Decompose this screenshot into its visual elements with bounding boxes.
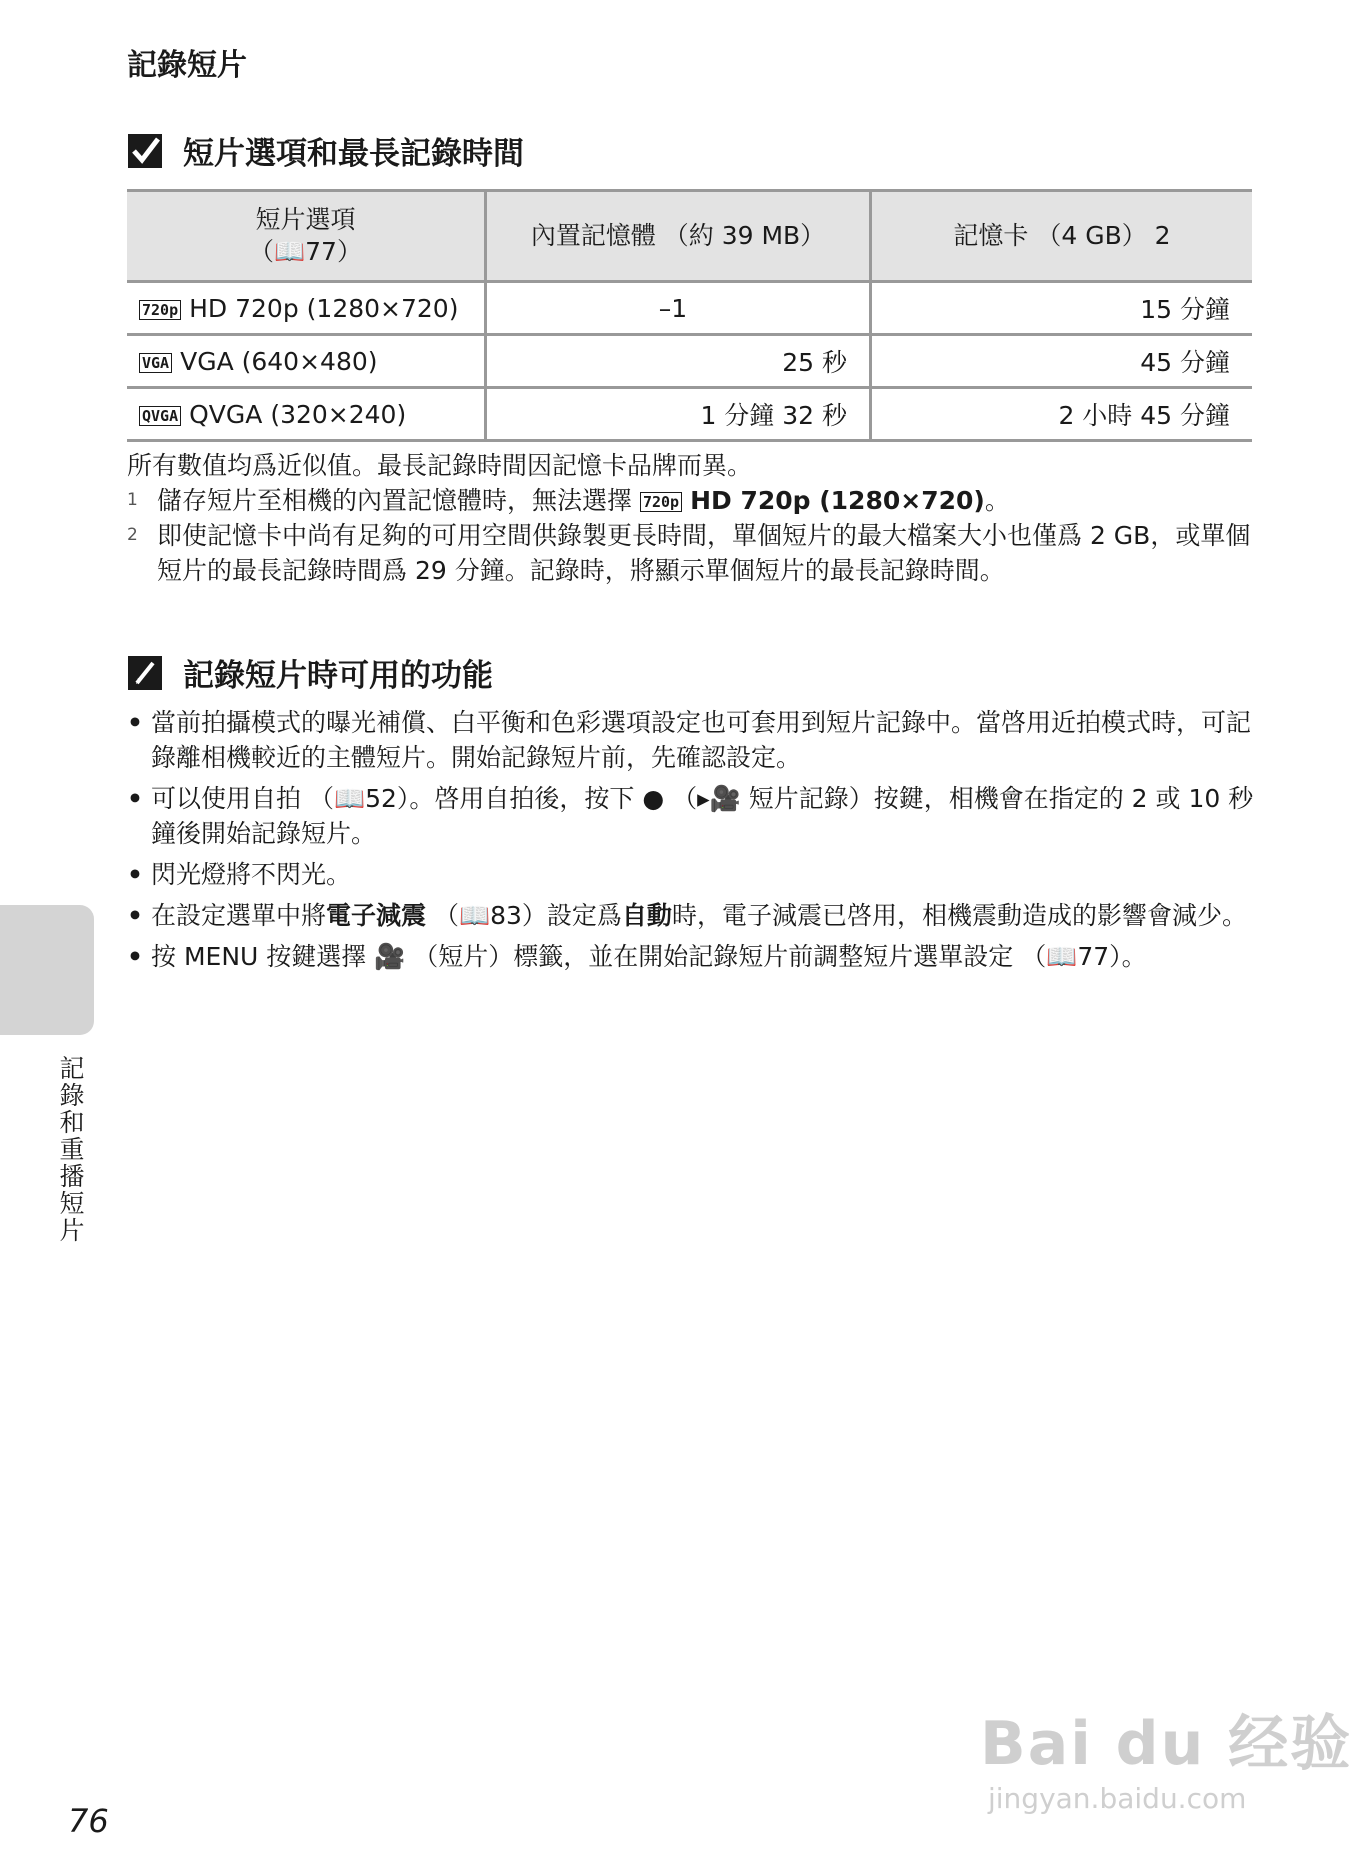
section-title-table	[127, 128, 524, 173]
footnote-text: 儲存短片至相機的內置記憶體時，無法選擇 720p HD 720p (1280×720)。	[157, 486, 1010, 515]
table-row	[127, 335, 1252, 388]
list-item: • 按 MENU 按鍵選擇 🎥 （短片）標籤，並在開始記錄短片前調整短片選單設定 （📖77）。	[127, 939, 1257, 974]
vga-icon: VGA	[139, 353, 172, 373]
section-title-functions	[127, 650, 493, 695]
movie-options-table	[127, 189, 1252, 442]
table-notes	[127, 448, 1257, 588]
bullet-icon: •	[127, 942, 143, 971]
checkmark-icon	[127, 133, 163, 169]
pencil-note-icon	[127, 655, 163, 691]
footnote-2	[127, 518, 1257, 588]
card-cell: 45 分鐘	[871, 335, 1253, 388]
section-title-text: 記錄短片時可用的功能	[183, 658, 493, 694]
list-item: • 可以使用自拍 （📖52）。啓用自拍後，按下 ● （▸🎥 短片記錄）按鍵，相機會在指定的 2 或 10 秒鐘後開始記錄短片。	[127, 781, 1257, 851]
list-item: • 當前拍攝模式的曝光補償、白平衡和色彩選項設定也可套用到短片記錄中。當啓用近拍模式時，可記錄離相機較近的主體短片。開始記錄短片前，先確認設定。	[127, 705, 1257, 775]
internal-cell: 25 秒	[486, 335, 871, 388]
card-cell: 2 小時 45 分鐘	[871, 388, 1253, 441]
footnote-1	[127, 483, 1257, 518]
table-row	[127, 388, 1252, 441]
hd720-icon: 720p	[139, 300, 181, 320]
page-number: 76	[68, 1802, 109, 1840]
hd720-icon: 720p	[640, 492, 682, 512]
watermark-url: jingyan.baidu.com	[988, 1782, 1247, 1815]
bullet-icon: •	[127, 860, 143, 889]
footnote-text: 即使記憶卡中尚有足夠的可用空間供錄製更長時間，單個短片的最大檔案大小也僅爲 2 GB，或單個短片的最長記錄時間爲 29 分鐘。記錄時，將顯示單個短片的最長記錄時間。	[157, 521, 1251, 585]
header-cell: 記憶卡 （4 GB） 2	[871, 191, 1253, 282]
internal-cell: 1 分鐘 32 秒	[486, 388, 871, 441]
bullet-icon: •	[127, 901, 143, 930]
list-item: • 在設定選單中將電子減震 （📖83）設定爲自動時，電子減震已啓用，相機震動造成的影響會減少。	[127, 898, 1257, 933]
header-cell: 短片選項 （📖77）	[127, 191, 486, 282]
page-header: 記錄短片	[127, 48, 247, 83]
list-item: • 閃光燈將不閃光。	[127, 857, 1257, 892]
section-title-text: 短片選項和最長記錄時間	[183, 136, 524, 172]
bullet-icon: •	[127, 708, 143, 737]
qvga-icon: QVGA	[139, 406, 181, 426]
internal-cell: –1	[486, 282, 871, 335]
option-cell: 720p HD 720p (1280×720)	[127, 282, 486, 335]
table-row	[127, 282, 1252, 335]
bullet-icon: •	[127, 784, 143, 813]
table-header-row	[127, 191, 1252, 282]
chapter-label: 記錄和重播短片	[56, 1055, 85, 1244]
option-cell: QVGA QVGA (320×240)	[127, 388, 486, 441]
card-cell: 15 分鐘	[871, 282, 1253, 335]
approx-note: 所有數值均爲近似值。最長記錄時間因記憶卡品牌而異。	[127, 451, 753, 480]
watermark	[980, 1696, 1352, 1815]
footnote-mark: 1	[127, 490, 138, 510]
footnote-mark: 2	[127, 525, 138, 545]
chapter-tab	[0, 905, 94, 1035]
header-cell: 內置記憶體 （約 39 MB）	[486, 191, 871, 282]
function-list	[127, 705, 1257, 980]
watermark-logo: Bai du 经验	[980, 1709, 1353, 1779]
option-cell: VGA VGA (640×480)	[127, 335, 486, 388]
